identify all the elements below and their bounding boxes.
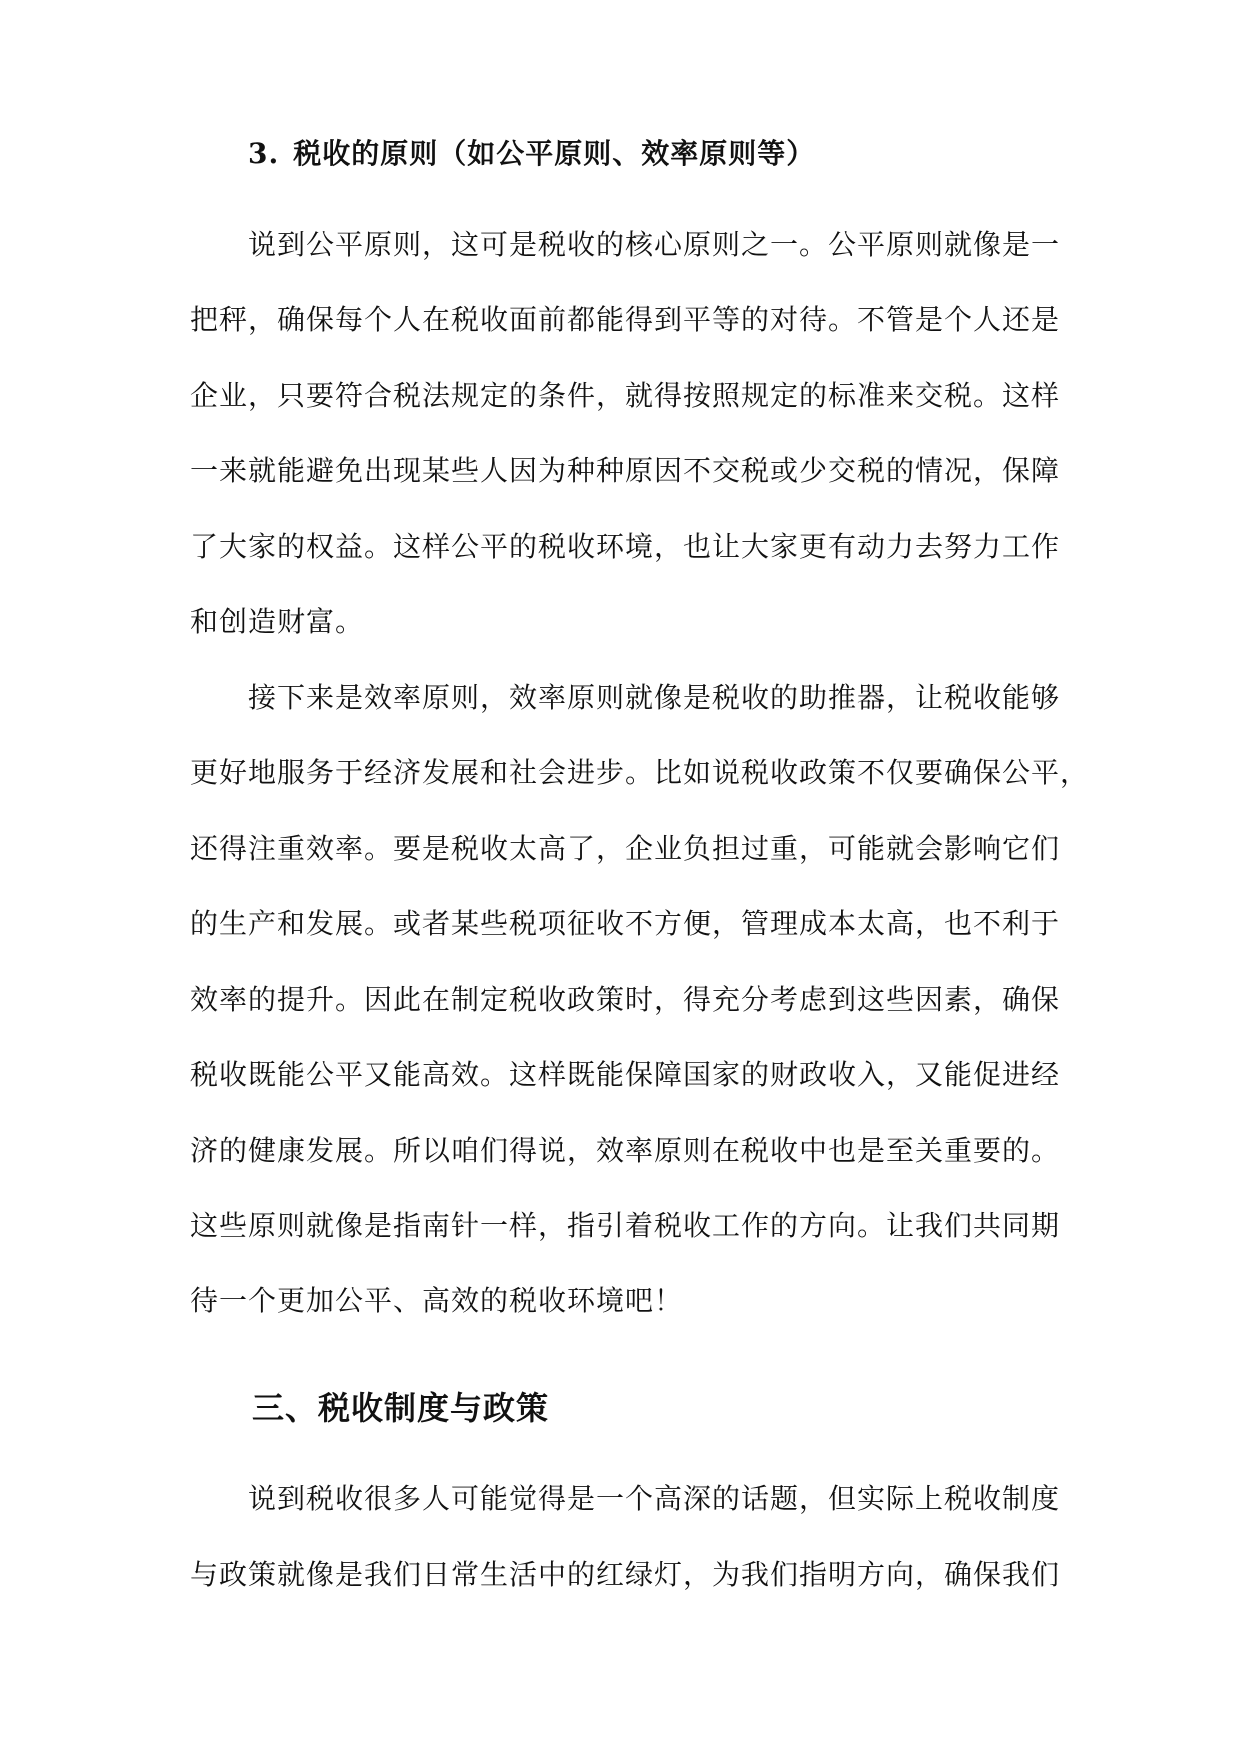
paragraph-3-line-2: 与政策就像是我们日常生活中的红绿灯，为我们指明方向，确保我们 <box>190 1558 1061 1591</box>
paragraph-2-line-8: 这些原则就像是指南针一样，指引着税收工作的方向。让我们共同期 <box>190 1209 1061 1242</box>
section-heading: 三、税收制度与政策 <box>252 1389 550 1427</box>
paragraph-2-line-2: 更好地服务于经济发展和社会进步。比如说税收政策不仅要确保公平， <box>190 756 1090 789</box>
subsection-number: 3. <box>248 137 280 170</box>
paragraph-1-line-4: 一来就能避免出现某些人因为种种原因不交税或少交税的情况，保障 <box>190 454 1061 487</box>
paragraph-2-line-5: 效率的提升。因此在制定税收政策时，得充分考虑到这些因素，确保 <box>190 983 1061 1016</box>
paragraph-2-line-9: 待一个更加公平、高效的税收环境吧！ <box>190 1284 684 1317</box>
paragraph-2-line-6: 税收既能公平又能高效。这样既能保障国家的财政收入，又能促进经 <box>190 1058 1061 1091</box>
paragraph-1-line-2: 把秤，确保每个人在税收面前都能得到平等的对待。不管是个人还是 <box>190 303 1061 336</box>
subsection-title: 税收的原则（如公平原则、效率原则等） <box>293 137 816 170</box>
paragraph-2-line-7: 济的健康发展。所以咱们得说，效率原则在税收中也是至关重要的。 <box>190 1134 1061 1167</box>
paragraph-1-line-6: 和创造财富。 <box>190 605 365 638</box>
paragraph-1-line-5: 了大家的权益。这样公平的税收环境，也让大家更有动力去努力工作 <box>190 530 1061 563</box>
paragraph-1-line-3: 企业，只要符合税法规定的条件，就得按照规定的标准来交税。这样 <box>190 379 1061 412</box>
paragraph-2-line-1: 接下来是效率原则，效率原则就像是税收的助推器，让税收能够 <box>248 681 1061 714</box>
paragraph-2-line-3: 还得注重效率。要是税收太高了，企业负担过重，可能就会影响它们 <box>190 832 1061 865</box>
subsection-heading-3 <box>248 134 815 174</box>
paragraph-3-line-1: 说到税收很多人可能觉得是一个高深的话题，但实际上税收制度 <box>248 1482 1061 1515</box>
paragraph-1-line-1: 说到公平原则，这可是税收的核心原则之一。公平原则就像是一 <box>248 228 1061 261</box>
paragraph-2-line-4: 的生产和发展。或者某些税项征收不方便，管理成本太高，也不利于 <box>190 907 1061 940</box>
